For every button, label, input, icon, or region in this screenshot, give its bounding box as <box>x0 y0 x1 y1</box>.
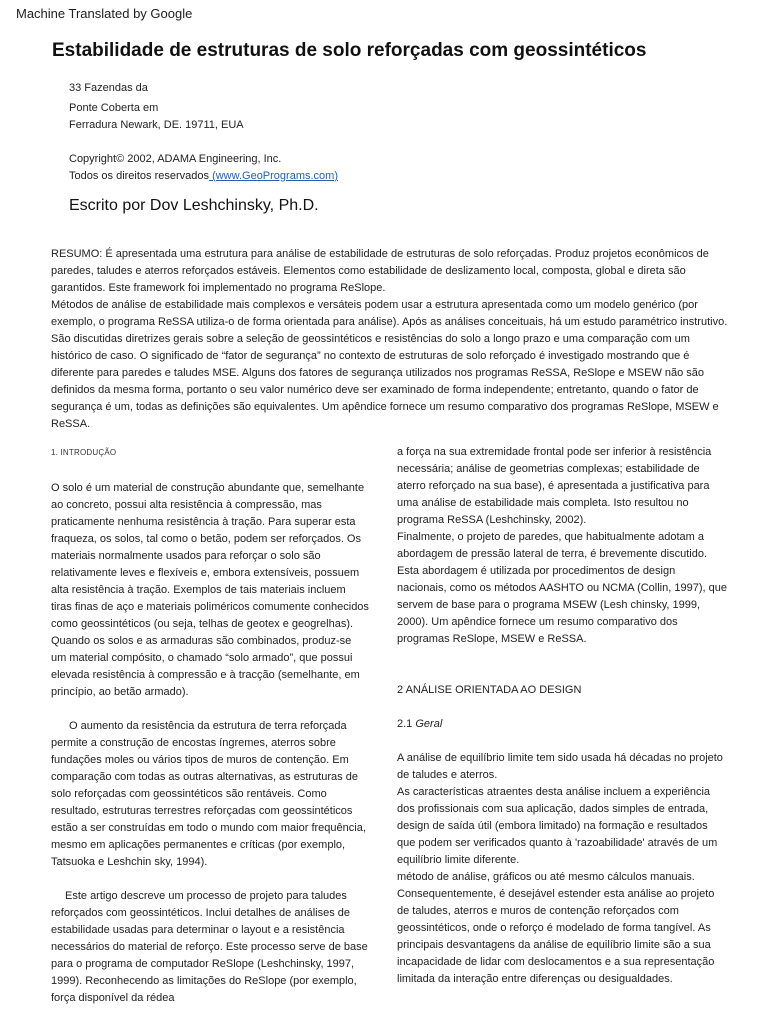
right-column <box>397 444 727 988</box>
abstract-paragraph-1: RESUMO: É apresentada uma estrutura para análise de estabilidade de estruturas de solo reforçadas. Produz projetos econômicos de paredes, taludes e aterros reforçados estáveis. Elementos como estabilidade de deslizamento local, composta, global e direta são garantidos. Este framework foi implementado no programa ReSlope. <box>51 248 709 294</box>
right-paragraph-2: Finalmente, o projeto de paredes, que habitualmente adotam a abordagem de pressão lateral de terra, é brevemente discutido. Esta abordagem é utilizada por procedimentos de design nacionais, como os métodos AASHTO ou NCMA (Collin, 1997), que servem de base para o programa MSEW (Lesh chinsky, 1999, 2000). Um apêndice fornece um resumo comparativo dos programas ReSlope, MSEW e ReSSA. <box>397 531 727 645</box>
geoprograms-link[interactable]: (www.GeoPrograms.com) <box>209 170 338 182</box>
section-heading-design: 2 ANÁLISE ORIENTADA AO DESIGN <box>397 684 582 696</box>
subsection-heading-general <box>397 716 727 733</box>
right-paragraph-5: método de análise, gráficos ou até mesmo cálculos manuais. Consequentemente, é desejável estender esta análise ao projeto de taludes, aterros e muros de contenção reforçados com geossintéticos, onde o reforço é modelado de forma tangível. As principais desvantagens da análise de equilíbrio limite são a sua incapacidade de lidar com deslocamentos e a sua representação limitada da interação entre diferenças ou desigualdades. <box>397 871 715 985</box>
address-block-2 <box>69 100 244 134</box>
section-heading-introduction: 1. INTRODUÇÃO <box>51 448 117 457</box>
address-line-3: Ferradura Newark, DE. 19711, EUA <box>69 119 244 131</box>
copyright-line: Copyright© 2002, ADAMA Engineering, Inc. <box>69 153 282 165</box>
rights-line <box>69 168 338 185</box>
right-paragraph-1: a força na sua extremidade frontal pode ser inferior à resistência necessária; análise de geometrias complexas; estabilidade de aterro reforçado na sua base), é apresentada a justificativa para uma análise de estabilidade mais completa. Isto resultou no programa ReSSA (Leshchinsky, 2002). <box>397 446 712 526</box>
subsection-title: Geral <box>415 718 443 730</box>
address-line-1: 33 Fazendas da <box>69 82 148 94</box>
copyright-block <box>69 151 338 185</box>
abstract-paragraph-2: Métodos de análise de estabilidade mais complexos e versáteis podem usar a estrutura apresentada como um modelo genérico (por exemplo, o programa ReSSA utiliza-o de forma orientada para análise). Após as análises conceituais, há um estudo paramétrico instrutivo. São discutidas diretrizes gerais sobre a seleção de geossintéticos e resistências do solo a longo prazo e uma comparação com um histórico de caso. O significado de “fator de segurança” no contexto de estruturas de solo reforçado é investigado mostrando que é diferente para paredes e taludes MSE. Alguns dos fatores de segurança utilizados nos programas ReSSA, ReSlope e MSEW não são definidos da mesma forma, portanto o seu valor numérico deve ser examinado de forma independente; entretanto, quando o fator de segurança é um, todas as definições são equivalentes. Um apêndice fornece um resumo comparativo dos programas ReSlope, MSEW e ReSSA. <box>51 299 728 430</box>
author-line: Escrito por Dov Leshchinsky, Ph.D. <box>69 197 319 214</box>
rights-text: Todos os direitos reservados <box>69 170 210 182</box>
right-paragraph-3: A análise de equilíbrio limite tem sido usada há décadas no projeto de taludes e aterros. <box>397 752 723 781</box>
right-paragraph-4: As características atraentes desta análise incluem a experiência dos profissionais com sua aplicação, dados simples de entrada, design de saída útil (embora limitado) na formação e resultados que podem ser verificados quanto à 'razoabilidade' através de um equilíbrio limite diferente. <box>397 786 718 866</box>
address-line-2: Ponte Coberta em <box>69 102 159 114</box>
paper-title: Estabilidade de estruturas de solo reforçadas com geossintéticos <box>52 40 647 61</box>
subsection-number: 2.1 <box>397 718 416 730</box>
intro-paragraph-3: Este artigo descreve um processo de projeto para taludes reforçados com geossintéticos. Inclui detalhes de análises de estabilidade usadas para determinar o layout e a resistência necessários do material de reforço. Este processo serve de base para o programa de computador ReSlope (Leshchinsky, 1997, 1999). Reconhecendo as limitações do ReSlope (por exemplo, força disponível da rédea <box>51 890 368 1004</box>
address-block <box>69 80 148 97</box>
left-column <box>51 444 369 1007</box>
abstract <box>51 246 731 433</box>
intro-paragraph-2: O aumento da resistência da estrutura de terra reforçada permite a construção de encostas íngremes, aterros sobre fundações moles ou vários tipos de muros de contenção. Em comparação com todas as outras alternativas, as estruturas de solo reforçadas com geossintéticos são rentáveis. Como resultado, estruturas terrestres reforçadas com geossintéticos estão a ser construídas em todo o mundo com maior frequência, mesmo em aplicações permanentes e críticas (por exemplo, Tatsuoka e Leshchin sky, 1994). <box>51 720 366 868</box>
intro-paragraph-1: O solo é um material de construção abundante que, semelhante ao concreto, possui alta resistência à compressão, mas praticamente nenhuma resistência à tração. Para superar esta fraqueza, os solos, tal como o betão, podem ser reforçados. Os materiais normalmente usados para reforçar o solo são relativamente leves e flexíveis e, embora extensíveis, possuem alta resistência à tração. Exemplos de tais materiais incluem tiras finas de aço e materiais poliméricos comumente conhecidos como geossintéticos (ou seja, telhas de geotex e geogrelhas). Quando os solos e as armaduras são combinados, produz-se um material compósito, o chamado “solo armado”, que possui elevada resistência à compressão e à tracção (semelhante, em princípio, ao betão armado). <box>51 482 369 698</box>
machine-translated-banner: Machine Translated by Google <box>16 6 193 21</box>
